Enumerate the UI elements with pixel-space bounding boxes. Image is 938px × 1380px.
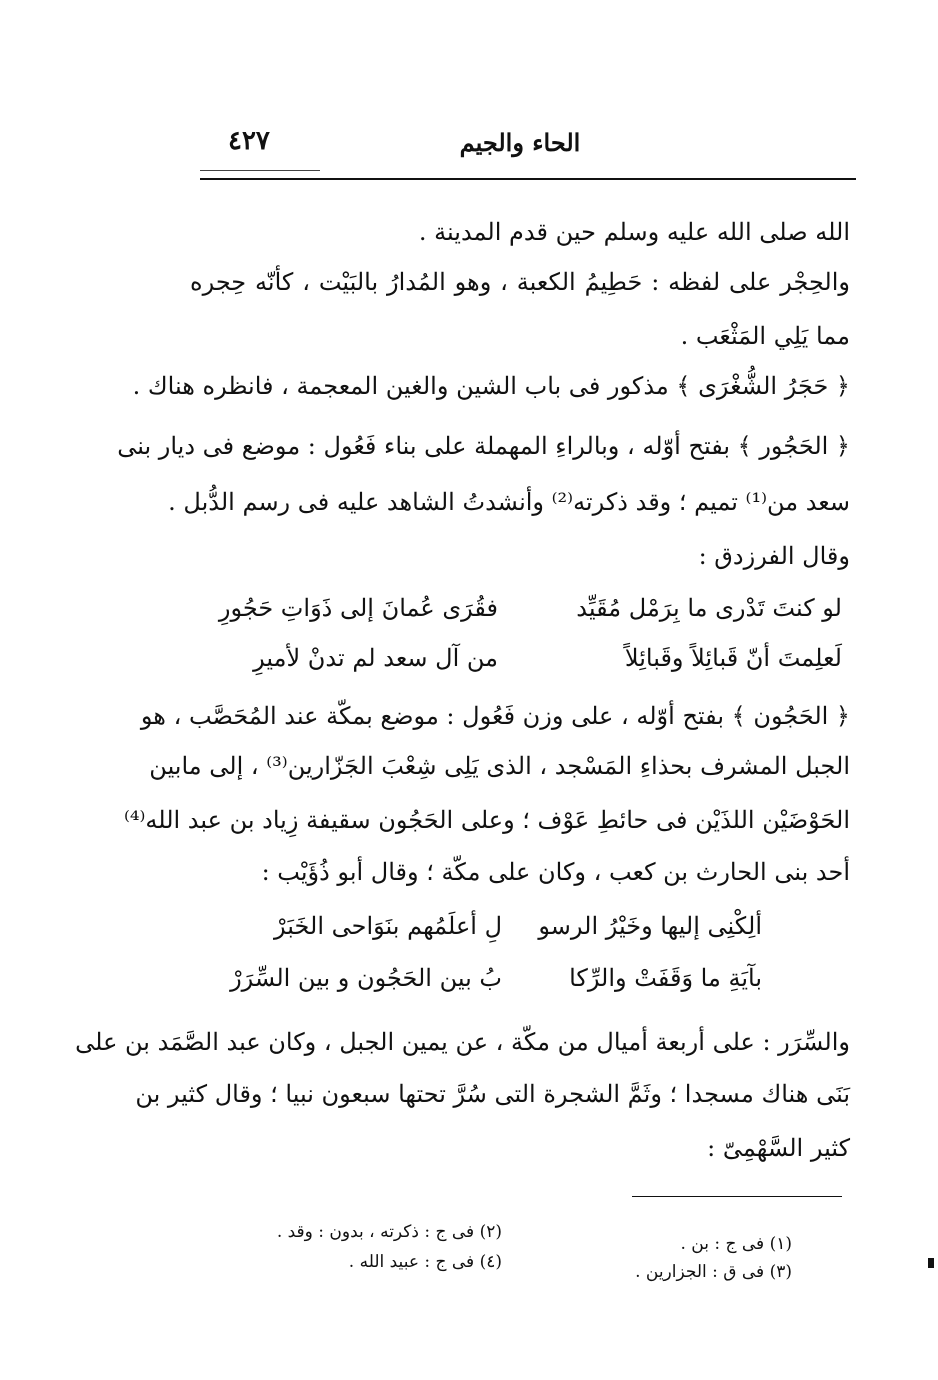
text-line: مما يَلِي المَثْعَب . <box>680 322 850 350</box>
footnote-4: (٤) فى ج : عبيد الله . <box>348 1252 502 1272</box>
text-line: الله صلى الله عليه وسلم حين قدم المدينة . <box>418 218 850 246</box>
text-line: الحَوْضَيْن اللذَيْن فى حائطِ عَوْف ؛ وعلى الحَجُون سقيفة زِياد بن عبد الله⁽⁴⁾ <box>123 806 850 834</box>
text-line: الجبل المشرف بحذاءِ المَسْجد ، الذى يَلِى شِعْبَ الجَزّارين⁽³⁾ ، إلى مابين <box>149 752 850 780</box>
text-line: وقال الفرزدق : <box>698 542 850 570</box>
verse-hemistich: ألِكْنِى إليها وخَيْرُ الرسو <box>538 912 762 940</box>
verse-hemistich: لَعلِمتَ أنّ قَبائِلاً وقَبائِلاً <box>624 644 842 672</box>
scan-margin-mark <box>928 1258 934 1268</box>
footnote-rule <box>632 1196 842 1197</box>
verse-hemistich: بآيَةِ ما وَقَفَتْ والرِّكا <box>569 964 762 992</box>
footnote-2: (٢) فى ج : ذكرته ، بدون : وقد . <box>276 1222 502 1242</box>
text-line: بَنَى هناك مسجدا ؛ وثَمَّ الشجرة التى سُرَّ تحتها سبعون نبيا ؛ وقال كثير بن <box>135 1080 850 1108</box>
entry-heading-line: ﴿ الحَجُون ﴾ بفتح أوّله ، على وزن فَعُول : موضع بمكّة عند المُحَصَّب ، هو <box>140 702 850 730</box>
text-line: سعد من⁽¹⁾ تميم ؛ وقد ذكرته⁽²⁾ وأنشدتُ الشاهد عليه فى رسم الدُّبل . <box>168 488 850 516</box>
text-line: أحد بنى الحارث بن كعب ، وكان على مكّة ؛ وقال أبو ذُؤَيْب : <box>261 858 850 886</box>
verse-hemistich: فقُرَى عُمانَ إلى ذَوَاتِ حَجُورِ <box>218 594 498 622</box>
running-header-title: الحاء والجيم <box>459 128 581 157</box>
entry-heading-line: ﴿ الحَجُور ﴾ بفتح أوّله ، وبالراءِ المهملة على بناء فَعُول : موضع فى ديار بنى <box>117 432 850 460</box>
footnote-3: (٣) فى ق : الجزارين . <box>635 1262 792 1282</box>
verse-hemistich: بُ بين الحَجُون و بين السِّرَرْ <box>230 964 502 992</box>
text-line: والحِجْر على لفظه : حَطِيمُ الكعبة ، وهو المُدارُ بالبَيْت ، كأنّه حِجره <box>190 268 850 296</box>
verse-hemistich: لِ أعلَمُهم بنَوَاحى الخَبَرْ <box>274 912 502 940</box>
verse-hemistich: لو كنتَ تَدْرى ما بِرَمْل مُقَيِّد <box>576 594 842 622</box>
entry-heading-line: ﴿ حَجَرُ الشُّغْرَى ﴾ مذكور فى باب الشين والغين المعجمة ، فانظره هناك . <box>132 372 850 400</box>
footnote-1: (١) فى ج : بن . <box>680 1234 792 1254</box>
verse-hemistich: من آل سعد لم تدنْ لأميرِ <box>253 644 498 672</box>
page-number: ٤٢٧ <box>228 126 270 156</box>
text-line: كثير السَّهْمِىّ : <box>707 1134 850 1162</box>
text-line: والسِّرَر : على أربعة أميال من مكّة ، عن يمين الجبل ، وكان عبد الصَّمَد بن على <box>75 1028 850 1056</box>
